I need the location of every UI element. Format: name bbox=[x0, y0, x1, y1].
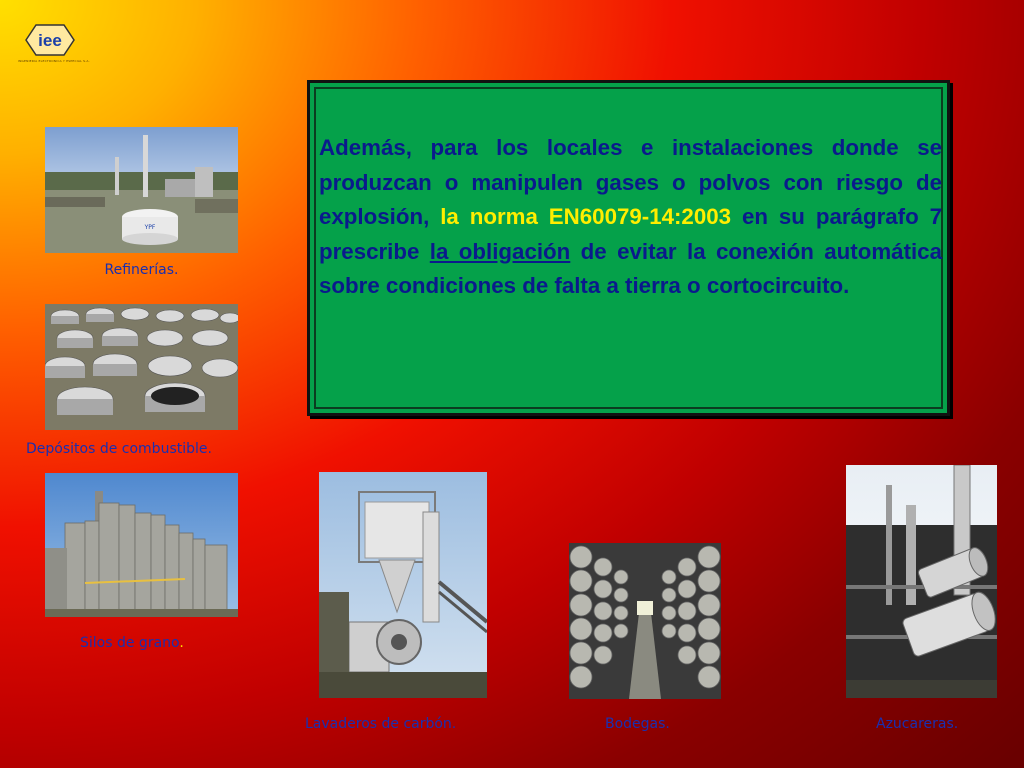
grain-silos-photo bbox=[45, 473, 238, 617]
sugar-mill-photo bbox=[846, 465, 997, 698]
main-text-part2: en su parágrafo 7 prescribe bbox=[319, 204, 943, 264]
refinery-sign: YPF bbox=[144, 224, 156, 231]
main-text-box bbox=[307, 80, 950, 416]
caption-bodegas: Bodegas. bbox=[605, 716, 670, 732]
wine-cellar-photo bbox=[569, 543, 721, 699]
caption-silos-text: Silos de grano bbox=[80, 635, 180, 651]
logo-text: iee bbox=[38, 31, 62, 50]
obligation-link[interactable]: la obligación bbox=[429, 238, 571, 264]
main-text-part1: Además, para los locales e instalaciones donde se produzcan o manipulen gases o polvos con riesgo de explosión, bbox=[319, 135, 942, 229]
caption-silos bbox=[80, 635, 184, 651]
caption-refinerias: Refinerías. bbox=[104, 262, 179, 278]
coal-washer-photo bbox=[319, 472, 487, 698]
main-paragraph bbox=[319, 131, 942, 304]
logo-subtitle: INGENIERIA ELECTRONICA Y ESPECIAL S.A. bbox=[18, 59, 90, 63]
caption-silos-dot: . bbox=[179, 635, 184, 651]
fuel-tanks-photo bbox=[45, 304, 238, 430]
main-text-part3: de evitar la conexión automática sobre condiciones de falta a tierra o cortocircuito. bbox=[319, 238, 942, 298]
standard-reference: la norma EN60079-14:2003 bbox=[440, 204, 732, 229]
caption-depositos: Depósitos de combustible. bbox=[26, 441, 212, 457]
caption-azucareras: Azucareras. bbox=[876, 716, 959, 732]
caption-lavaderos: Lavaderos de carbón. bbox=[305, 716, 457, 732]
refinery-photo bbox=[45, 127, 238, 253]
company-logo bbox=[20, 22, 80, 58]
